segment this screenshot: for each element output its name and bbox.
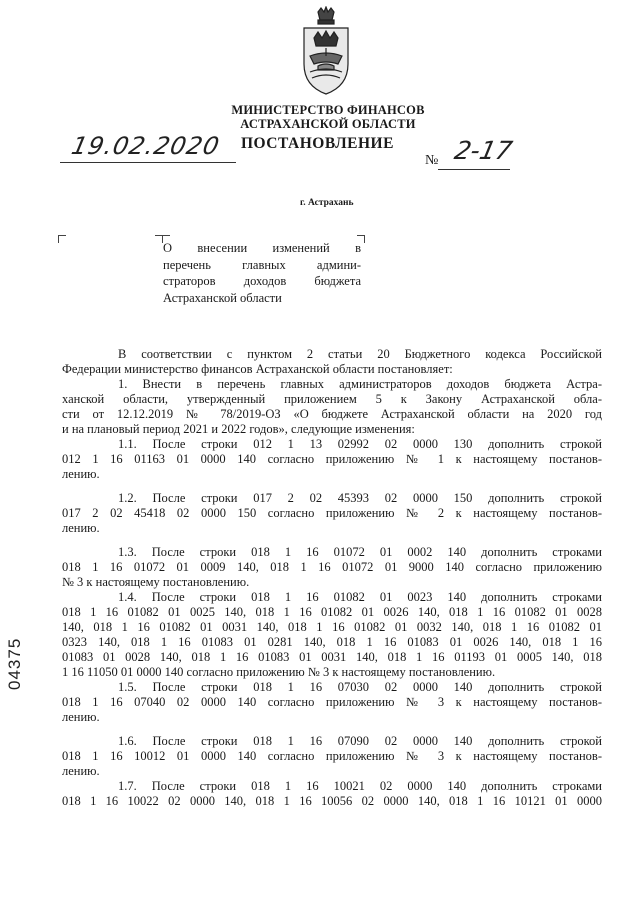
body-text-line: 1. Внести в перечень главных администраторов доходов бюджета Астра- [118,377,602,391]
body-text-line: 140, 018 1 16 01082 01 0031 140, 018 1 16 01082 01 0032 140, 018 1 16 01082 01 [62,620,602,634]
document-number: 2-17 [451,136,515,165]
body-text-line: 1 16 11050 01 0000 140 согласно приложению № 3 к настоящему постановлению. [62,665,496,679]
paragraph-gap [62,482,602,491]
margin-registration-number: 04375 [5,637,24,690]
body-text-line: 012 1 16 01163 01 0000 140 согласно приложению № 1 к настоящему постанов- [62,452,602,466]
body-text-line: 01083 01 0028 140, 018 1 16 01083 01 0031 140, 018 1 16 01193 01 0005 140, 018 [62,650,602,664]
body-text-line: лению. [62,764,100,778]
body-text-line: 018 1 16 01072 01 0009 140, 018 1 16 01072 01 9000 140 согласно приложению [62,560,602,574]
document-subject [163,240,361,306]
body-text-line: 1.5. После строки 018 1 16 07030 02 0000 140 дополнить строкой [118,680,602,694]
body-text-line: лению. [62,710,100,724]
body-text-line: 1.1. После строки 012 1 13 02992 02 0000 130 дополнить строкой [118,437,602,451]
body-text-line: 1.7. После строки 018 1 16 10021 02 0000 140 дополнить строками [118,779,602,793]
body-text-line: 1.2. После строки 017 2 02 45393 02 0000 150 дополнить строкой [118,491,602,505]
paragraph-gap [62,536,602,545]
number-underline [438,169,510,170]
margin-corner-mark [58,235,66,243]
subject-line: О внесении изменений в [163,241,361,255]
body-text-line: лению. [62,467,100,481]
body-text-line: ханской области, утвержденный приложением 5 к Закону Астраханской обла- [62,392,602,406]
body-text-line: сти от 12.12.2019 № 78/2019-ОЗ «О бюджете Астраханской области на 2020 год [62,407,602,421]
body-text-line: 017 2 02 45418 02 0000 150 согласно приложению № 2 к настоящему постанов- [62,506,602,520]
astrakhan-coat-of-arms-icon [296,6,356,98]
body-text-line: 018 1 16 10022 02 0000 140, 018 1 16 10056 02 0000 140, 018 1 16 10121 01 0000 [62,794,602,808]
ministry-name-line1: МИНИСТЕРСТВО ФИНАНСОВ [231,103,425,117]
document-type-title: ПОСТАНОВЛЕНИЕ [241,135,394,152]
document-date: 19.02.2020 [69,132,223,160]
city-name: г. Астрахань [300,198,354,208]
body-text-line: 1.4. После строки 018 1 16 01082 01 0023 140 дополнить строками [118,590,602,604]
body-text-line: и на плановый период 2021 и 2022 годов», следующие изменения: [62,422,415,436]
date-underline [60,162,236,163]
body-text-line: 0323 140, 018 1 16 01083 01 0281 140, 018 1 16 01083 01 0026 140, 018 1 16 [62,635,602,649]
body-text-line: В соответствии с пунктом 2 статьи 20 Бюджетного кодекса Российской [118,347,602,361]
ministry-name-line2: АСТРАХАНСКОЙ ОБЛАСТИ [240,117,416,131]
body-text-line: № 3 к настоящему постановлению. [62,575,250,589]
subject-line: страторов доходов бюджета [163,274,361,288]
number-sign: № [425,153,439,168]
document-body [62,347,602,809]
body-text-line: 1.6. После строки 018 1 16 07090 02 0000 140 дополнить строкой [118,734,602,748]
body-text-line: лению. [62,521,100,535]
body-text-line: 018 1 16 07040 02 0000 140 согласно приложению № 3 к настоящему постанов- [62,695,602,709]
body-text-line: Федерации министерство финансов Астраханской области постановляет: [62,362,453,376]
subject-line: Астраханской области [163,290,282,305]
body-text-line: 018 1 16 10012 01 0000 140 согласно приложению № 3 к настоящему постанов- [62,749,602,763]
subject-line: перечень главных админи- [163,257,361,272]
paragraph-gap [62,725,602,734]
body-text-line: 018 1 16 01082 01 0025 140, 018 1 16 01082 01 0026 140, 018 1 16 01082 01 0028 [62,605,602,619]
body-text-line: 1.3. После строки 018 1 16 01072 01 0002 140 дополнить строками [118,545,602,559]
